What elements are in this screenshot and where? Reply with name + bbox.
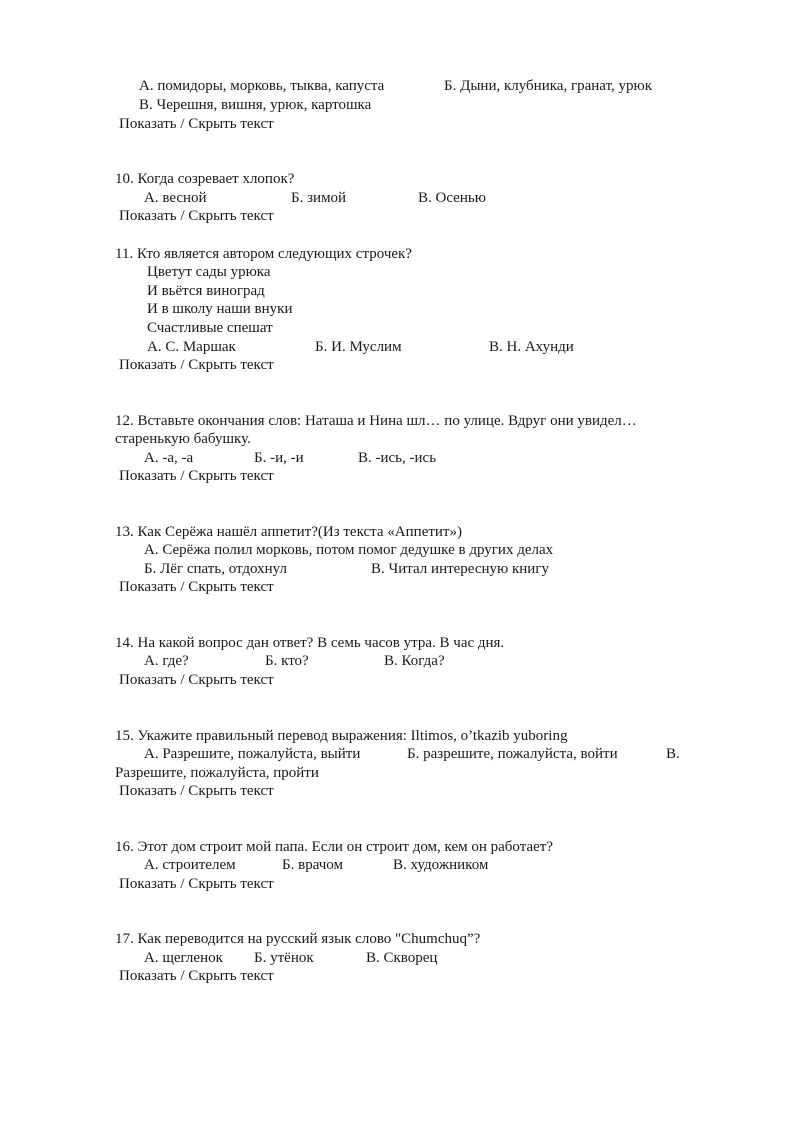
q12-option-c: В. -ись, -ись <box>358 450 437 466</box>
q12-question-continued: старенькую бабушку. <box>115 431 251 447</box>
q12-option-b: Б. -и, -и <box>254 450 304 466</box>
q15-show-hide-toggle[interactable]: Показать / Скрыть текст <box>119 783 274 799</box>
q13-question: 13. Как Серёжа нашёл аппетит?(Из текста «Аппетит») <box>115 524 462 540</box>
q12-question: 12. Вставьте окончания слов: Наташа и Нина шл… по улице. Вдруг они увидел… <box>115 413 637 429</box>
q14-show-hide-toggle[interactable]: Показать / Скрыть текст <box>119 672 274 688</box>
q11-option-c: В. Н. Ахунди <box>489 339 574 355</box>
q17-option-a: А. щегленок <box>144 950 223 966</box>
q10-option-b: Б. зимой <box>291 190 347 206</box>
q16-question: 16. Этот дом строит мой папа. Если он строит дом, кем он работает? <box>115 839 554 855</box>
q13-option-c: В. Читал интересную книгу <box>371 561 549 577</box>
q14-option-b: Б. кто? <box>265 653 309 669</box>
q14-option-a: А. где? <box>144 653 189 669</box>
q11-question: 11. Кто является автором следующих строчек? <box>115 246 412 262</box>
q9-option-a: А. помидоры, морковь, тыква, капуста <box>139 78 385 94</box>
q15-question: 15. Укажите правильный перевод выражения: Iltimos, o’tkazib yuboring <box>115 728 568 744</box>
q16-option-c: В. художником <box>393 857 489 873</box>
q15-option-c-prefix: В. <box>666 746 680 762</box>
q17-option-c: В. Скворец <box>366 950 438 966</box>
q14-question: 14. На какой вопрос дан ответ? В семь часов утра. В час дня. <box>115 635 505 651</box>
q9-option-b: Б. Дыни, клубника, гранат, урюк <box>444 78 652 94</box>
q16-option-a: А. строителем <box>144 857 236 873</box>
q10-question: 10. Когда созревает хлопок? <box>115 171 295 187</box>
q10-show-hide-toggle[interactable]: Показать / Скрыть текст <box>119 208 274 224</box>
q13-option-a: А. Серёжа полил морковь, потом помог дедушке в других делах <box>144 542 554 558</box>
q11-option-a: А. С. Маршак <box>147 339 236 355</box>
q15-option-a: А. Разрешите, пожалуйста, выйти <box>144 746 361 762</box>
q13-option-b: Б. Лёг спать, отдохнул <box>144 561 287 577</box>
q9-show-hide-toggle[interactable]: Показать / Скрыть текст <box>119 116 274 132</box>
q17-option-b: Б. утёнок <box>254 950 314 966</box>
q17-question: 17. Как переводится на русский язык слово "Chumchuq”? <box>115 931 481 947</box>
q12-show-hide-toggle[interactable]: Показать / Скрыть текст <box>119 468 274 484</box>
q16-option-b: Б. врачом <box>282 857 344 873</box>
q11-poem-line: И вьётся виноград <box>147 283 265 299</box>
q16-show-hide-toggle[interactable]: Показать / Скрыть текст <box>119 876 274 892</box>
q10-option-a: А. весной <box>144 190 207 206</box>
q17-show-hide-toggle[interactable]: Показать / Скрыть текст <box>119 968 274 984</box>
q12-option-a: А. -а, -а <box>144 450 194 466</box>
q14-option-c: В. Когда? <box>384 653 445 669</box>
q15-option-c-text: Разрешите, пожалуйста, пройти <box>115 765 319 781</box>
q11-poem-line: И в школу наши внуки <box>147 301 293 317</box>
q11-poem-line: Цветут сады урюка <box>147 264 271 280</box>
q9-option-c: В. Черешня, вишня, урюк, картошка <box>139 97 372 113</box>
q15-option-b: Б. разрешите, пожалуйста, войти <box>407 746 618 762</box>
q11-poem-line: Счастливые спешат <box>147 320 273 336</box>
q13-show-hide-toggle[interactable]: Показать / Скрыть текст <box>119 579 274 595</box>
q10-option-c: В. Осенью <box>418 190 486 206</box>
q11-show-hide-toggle[interactable]: Показать / Скрыть текст <box>119 357 274 373</box>
q11-option-b: Б. И. Муслим <box>315 339 402 355</box>
